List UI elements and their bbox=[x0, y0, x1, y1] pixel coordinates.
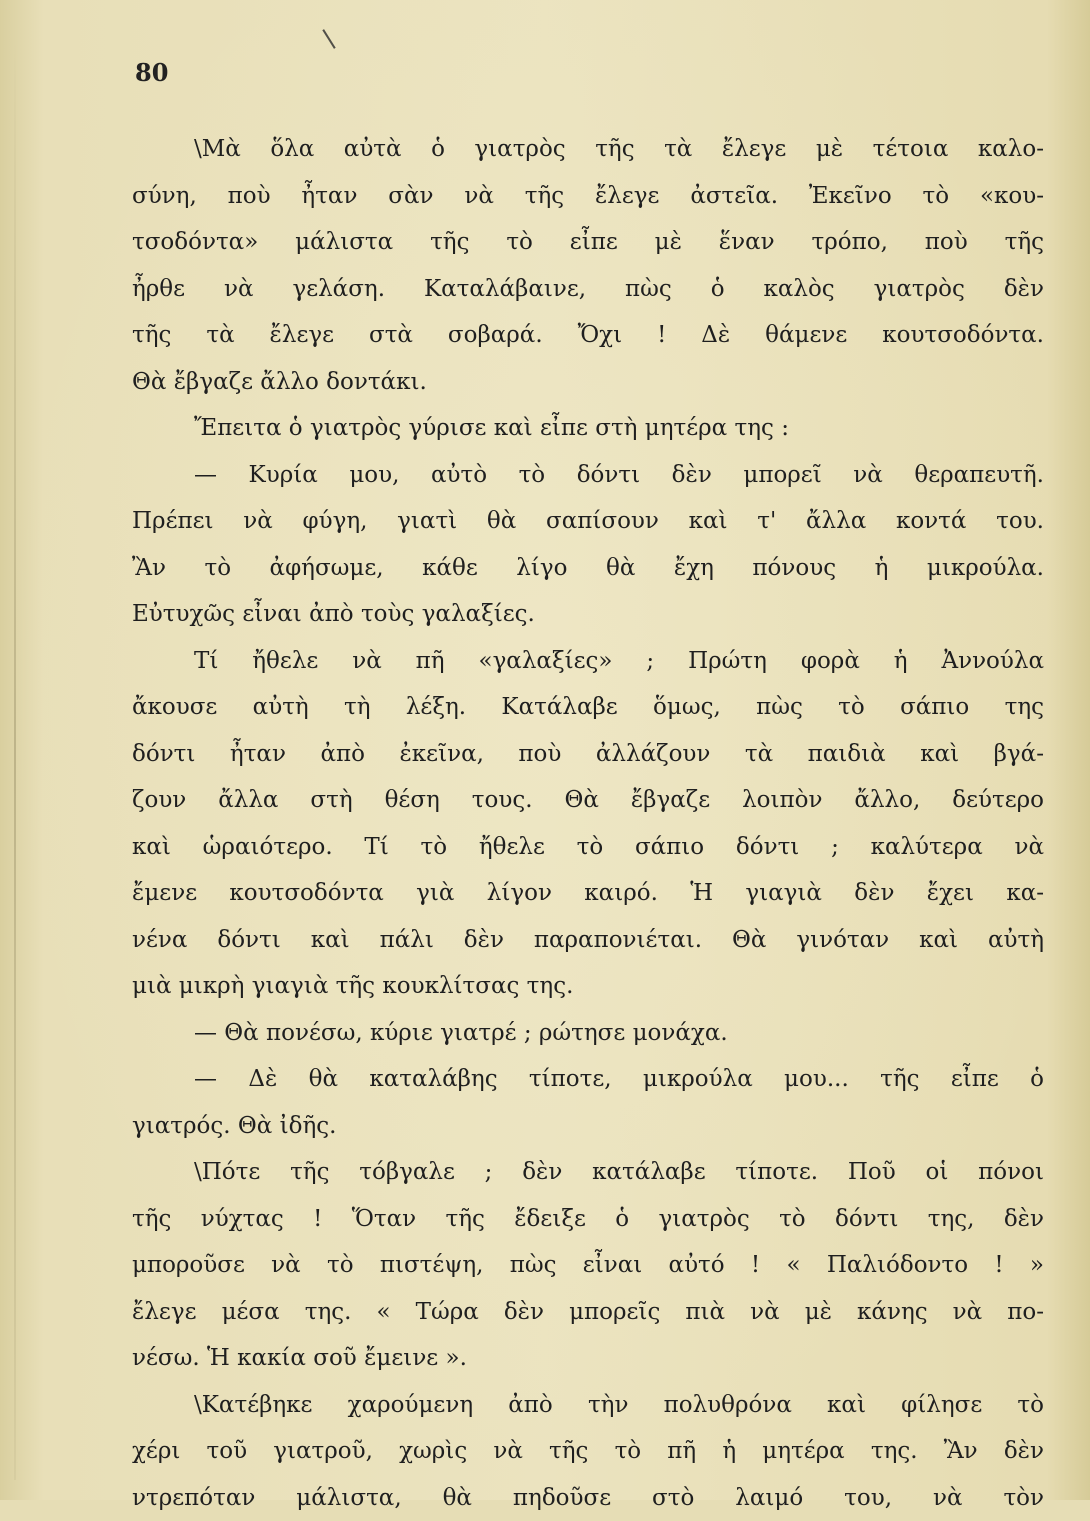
text-line: \Πότε τῆς τόβγαλε ; δὲν κατάλαβε τίποτε. Ποῦ οἱ πόνοι bbox=[132, 1149, 1044, 1196]
pen-tick-mark bbox=[322, 29, 335, 49]
text-line: ἔλεγε μέσα της. « Τώρα δὲν μπορεῖς πιὰ νὰ μὲ κάνης νὰ πο- bbox=[132, 1289, 1044, 1336]
text-line: \Μὰ ὅλα αὐτὰ ὁ γιατρὸς τῆς τὰ ἔλεγε μὲ τέτοια καλο- bbox=[132, 126, 1044, 173]
body-text bbox=[132, 126, 1044, 1521]
text-line: ἄκουσε αὐτὴ τὴ λέξη. Κατάλαβε ὅμως, πὼς τὸ σάπιο της bbox=[132, 684, 1044, 731]
text-line: νέσω. Ἡ κακία σοῦ ἔμεινε ». bbox=[132, 1335, 1044, 1382]
text-line: γιατρός. Θὰ ἰδῆς. bbox=[132, 1103, 1044, 1150]
text-line: μιὰ μικρὴ γιαγιὰ τῆς κουκλίτσας της. bbox=[132, 963, 1044, 1010]
text-line: τῆς νύχτας ! Ὅταν τῆς ἔδειξε ὁ γιατρὸς τὸ δόντι της, δὲν bbox=[132, 1196, 1044, 1243]
text-line: Εὐτυχῶς εἶναι ἀπὸ τοὺς γαλαξίες. bbox=[132, 591, 1044, 638]
text-line: ντρεπόταν μάλιστα, θὰ πηδοῦσε στὸ λαιμό του, νὰ τὸν bbox=[132, 1475, 1044, 1521]
text-line: Θὰ ἔβγαζε ἄλλο δοντάκι. bbox=[132, 359, 1044, 406]
text-line: δόντι ἦταν ἀπὸ ἐκεῖνα, ποὺ ἀλλάζουν τὰ παιδιὰ καὶ βγά- bbox=[132, 731, 1044, 778]
text-line: ἔμενε κουτσοδόντα γιὰ λίγον καιρό. Ἡ γιαγιὰ δὲν ἔχει κα- bbox=[132, 870, 1044, 917]
text-line: — Θὰ πονέσω, κύριε γιατρέ ; ρώτησε μονάχα. bbox=[132, 1010, 1044, 1057]
text-line: \Κατέβηκε χαρούμενη ἀπὸ τὴν πολυθρόνα καὶ φίλησε τὸ bbox=[132, 1382, 1044, 1429]
text-line: Τί ἤθελε νὰ πῆ «γαλαξίες» ; Πρώτη φορὰ ἡ Ἀννούλα bbox=[132, 638, 1044, 685]
page-number: 80 bbox=[135, 58, 168, 87]
text-line: — Κυρία μου, αὐτὸ τὸ δόντι δὲν μπορεῖ νὰ θεραπευτῆ. bbox=[132, 452, 1044, 499]
text-line: τσοδόντα» μάλιστα τῆς τὸ εἶπε μὲ ἕναν τρόπο, ποὺ τῆς bbox=[132, 219, 1044, 266]
text-line: — Δὲ θὰ καταλάβης τίποτε, μικρούλα μου... τῆς εἶπε ὁ bbox=[132, 1056, 1044, 1103]
text-line: Ἔπειτα ὁ γιατρὸς γύρισε καὶ εἶπε στὴ μητέρα της : bbox=[132, 405, 1044, 452]
text-line: τῆς τὰ ἔλεγε στὰ σοβαρά. Ὄχι ! Δὲ θάμενε κουτσοδόντα. bbox=[132, 312, 1044, 359]
text-line: νένα δόντι καὶ πάλι δὲν παραπονιέται. Θὰ γινόταν καὶ αὐτὴ bbox=[132, 917, 1044, 964]
text-line: σύνη, ποὺ ἦταν σὰν νὰ τῆς ἔλεγε ἀστεῖα. Ἐκεῖνο τὸ «κου- bbox=[132, 173, 1044, 220]
text-line: χέρι τοῦ γιατροῦ, χωρὶς νὰ τῆς τὸ πῆ ἡ μητέρα της. Ἂν δὲν bbox=[132, 1428, 1044, 1475]
text-line: μποροῦσε νὰ τὸ πιστέψη, πὼς εἶναι αὐτό ! « Παλιόδοντο ! » bbox=[132, 1242, 1044, 1289]
text-line: Πρέπει νὰ φύγη, γιατὶ θὰ σαπίσουν καὶ τ' ἄλλα κοντά του. bbox=[132, 498, 1044, 545]
page-edge-shadow bbox=[14, 40, 16, 1480]
text-line: ἦρθε νὰ γελάση. Καταλάβαινε, πὼς ὁ καλὸς γιατρὸς δὲν bbox=[132, 266, 1044, 313]
text-line: Ἂν τὸ ἀφήσωμε, κάθε λίγο θὰ ἔχη πόνους ἡ μικρούλα. bbox=[132, 545, 1044, 592]
text-line: καὶ ὡραιότερο. Τί τὸ ἤθελε τὸ σάπιο δόντι ; καλύτερα νὰ bbox=[132, 824, 1044, 871]
text-line: ζουν ἄλλα στὴ θέση τους. Θὰ ἔβγαζε λοιπὸν ἄλλο, δεύτερο bbox=[132, 777, 1044, 824]
